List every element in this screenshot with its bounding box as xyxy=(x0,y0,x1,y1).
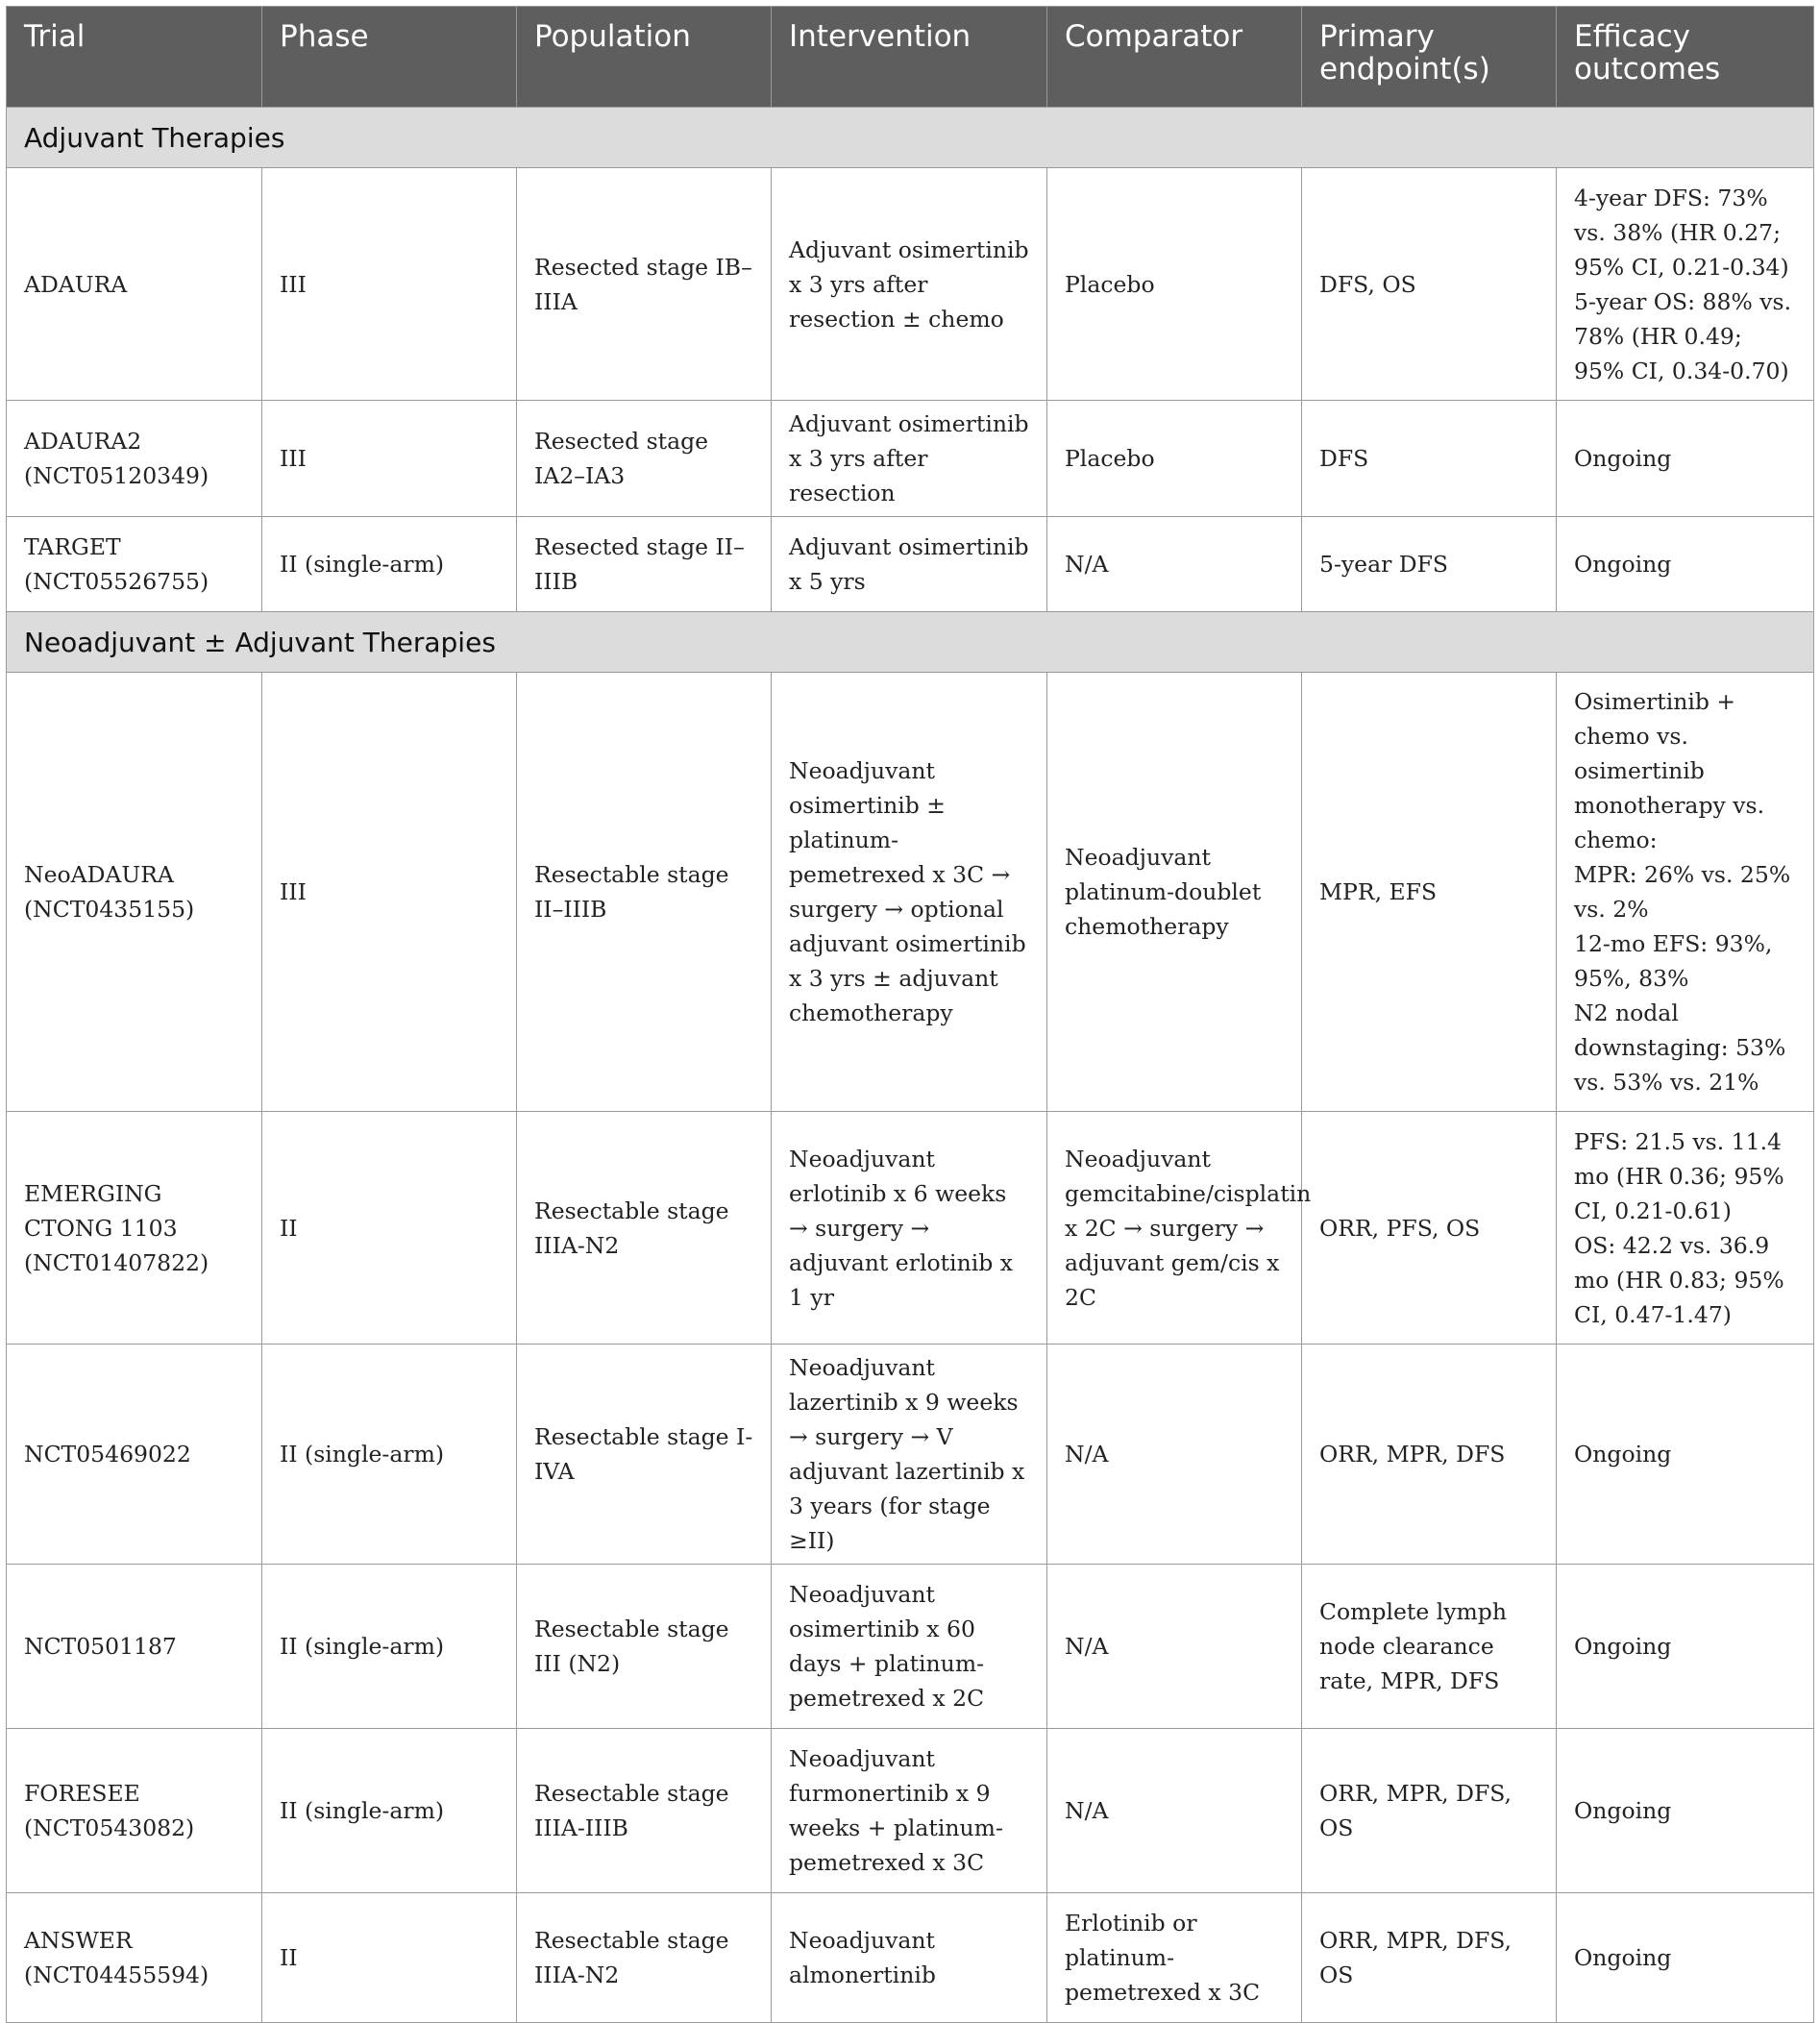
cell-primary-endpoints: ORR, MPR, DFS xyxy=(1302,1345,1557,1565)
cell-primary-endpoints: MPR, EFS xyxy=(1302,673,1557,1112)
table-row xyxy=(7,1893,1814,2023)
header-phase: Phase xyxy=(262,7,517,108)
cell-intervention: Adjuvant osimertinib x 5 yrs xyxy=(772,517,1047,612)
header-trial: Trial xyxy=(7,7,262,108)
cell-population: Resectable stage II–IIIB xyxy=(517,673,772,1112)
section-title: Neoadjuvant ± Adjuvant Therapies xyxy=(7,612,1814,673)
cell-phase: II (single-arm) xyxy=(262,1729,517,1893)
cell-comparator: Placebo xyxy=(1047,168,1302,401)
cell-trial: ADAURA xyxy=(7,168,262,401)
cell-primary-endpoints: Complete lymph node clearance rate, MPR, DFS xyxy=(1302,1565,1557,1729)
cell-intervention: Neoadjuvant lazertinib x 9 weeks → surgery → V adjuvant lazertinib x 3 years (for stage ≥II) xyxy=(772,1345,1047,1565)
table-row xyxy=(7,401,1814,517)
cell-trial: EMERGING CTONG 1103 (NCT01407822) xyxy=(7,1112,262,1345)
cell-phase: III xyxy=(262,673,517,1112)
cell-phase: II xyxy=(262,1112,517,1345)
cell-intervention: Neoadjuvant osimertinib ± platinum-pemetrexed x 3C → surgery → optional adjuvant osimertinib x 3 yrs ± adjuvant chemotherapy xyxy=(772,673,1047,1112)
cell-population: Resectable stage III (N2) xyxy=(517,1565,772,1729)
cell-phase: III xyxy=(262,401,517,517)
cell-comparator: N/A xyxy=(1047,517,1302,612)
cell-trial: NeoADAURA (NCT0435155) xyxy=(7,673,262,1112)
cell-intervention: Neoadjuvant osimertinib x 60 days + platinum-pemetrexed x 2C xyxy=(772,1565,1047,1729)
cell-efficacy-outcomes: Osimertinib + chemo vs. osimertinib monotherapy vs. chemo: MPR: 26% vs. 25% vs. 2% 12-mo EFS: 93%, 95%, 83% N2 nodal downstaging: 53% vs. 53% vs. 21% xyxy=(1557,673,1814,1112)
cell-trial: ANSWER (NCT04455594) xyxy=(7,1893,262,2023)
table-row xyxy=(7,1729,1814,1893)
cell-efficacy-outcomes: Ongoing xyxy=(1557,1893,1814,2023)
header-primary-endpoints: Primary endpoint(s) xyxy=(1302,7,1557,108)
cell-intervention: Adjuvant osimertinib x 3 yrs after resection xyxy=(772,401,1047,517)
cell-primary-endpoints: ORR, PFS, OS xyxy=(1302,1112,1557,1345)
cell-primary-endpoints: ORR, MPR, DFS, OS xyxy=(1302,1729,1557,1893)
cell-population: Resectable stage IIIA-N2 xyxy=(517,1893,772,2023)
cell-efficacy-outcomes: 4-year DFS: 73% vs. 38% (HR 0.27; 95% CI, 0.21-0.34) 5-year OS: 88% vs. 78% (HR 0.49; 95% CI, 0.34-0.70) xyxy=(1557,168,1814,401)
cell-population: Resectable stage I-IVA xyxy=(517,1345,772,1565)
cell-population: Resectable stage IIIA-N2 xyxy=(517,1112,772,1345)
header-row xyxy=(7,7,1814,108)
header-population: Population xyxy=(517,7,772,108)
cell-intervention: Adjuvant osimertinib x 3 yrs after resection ± chemo xyxy=(772,168,1047,401)
cell-efficacy-outcomes: Ongoing xyxy=(1557,517,1814,612)
section-row xyxy=(7,612,1814,673)
cell-phase: II (single-arm) xyxy=(262,1345,517,1565)
header-efficacy-outcomes: Efficacy outcomes xyxy=(1557,7,1814,108)
cell-trial: NCT05469022 xyxy=(7,1345,262,1565)
cell-comparator: N/A xyxy=(1047,1565,1302,1729)
table-row xyxy=(7,517,1814,612)
cell-population: Resected stage IA2–IA3 xyxy=(517,401,772,517)
cell-intervention: Neoadjuvant furmonertinib x 9 weeks + platinum-pemetrexed x 3C xyxy=(772,1729,1047,1893)
cell-primary-endpoints: ORR, MPR, DFS, OS xyxy=(1302,1893,1557,2023)
cell-phase: III xyxy=(262,168,517,401)
cell-trial: ADAURA2 (NCT05120349) xyxy=(7,401,262,517)
cell-phase: II (single-arm) xyxy=(262,517,517,612)
cell-comparator: Erlotinib or platinum-pemetrexed x 3C xyxy=(1047,1893,1302,2023)
cell-intervention: Neoadjuvant erlotinib x 6 weeks → surgery → adjuvant erlotinib x 1 yr xyxy=(772,1112,1047,1345)
cell-efficacy-outcomes: Ongoing xyxy=(1557,1729,1814,1893)
cell-comparator: Neoadjuvant gemcitabine/cisplatin x 2C → surgery → adjuvant gem/cis x 2C xyxy=(1047,1112,1302,1345)
table-row xyxy=(7,1565,1814,1729)
cell-primary-endpoints: DFS xyxy=(1302,401,1557,517)
trials-table xyxy=(6,6,1814,2023)
section-row xyxy=(7,108,1814,168)
cell-trial: FORESEE (NCT0543082) xyxy=(7,1729,262,1893)
cell-trial: NCT0501187 xyxy=(7,1565,262,1729)
header-intervention: Intervention xyxy=(772,7,1047,108)
section-title: Adjuvant Therapies xyxy=(7,108,1814,168)
cell-efficacy-outcomes: Ongoing xyxy=(1557,1345,1814,1565)
cell-population: Resected stage II–IIIB xyxy=(517,517,772,612)
header-comparator: Comparator xyxy=(1047,7,1302,108)
table-row xyxy=(7,168,1814,401)
table-row xyxy=(7,1345,1814,1565)
cell-phase: II xyxy=(262,1893,517,2023)
cell-efficacy-outcomes: PFS: 21.5 vs. 11.4 mo (HR 0.36; 95% CI, 0.21-0.61) OS: 42.2 vs. 36.9 mo (HR 0.83; 95% CI, 0.47-1.47) xyxy=(1557,1112,1814,1345)
cell-population: Resected stage IB–IIIA xyxy=(517,168,772,401)
cell-population: Resectable stage IIIA-IIIB xyxy=(517,1729,772,1893)
cell-primary-endpoints: DFS, OS xyxy=(1302,168,1557,401)
cell-phase: II (single-arm) xyxy=(262,1565,517,1729)
cell-comparator: Placebo xyxy=(1047,401,1302,517)
cell-intervention: Neoadjuvant almonertinib xyxy=(772,1893,1047,2023)
cell-primary-endpoints: 5-year DFS xyxy=(1302,517,1557,612)
cell-comparator: N/A xyxy=(1047,1729,1302,1893)
cell-trial: TARGET (NCT05526755) xyxy=(7,517,262,612)
table-row xyxy=(7,1112,1814,1345)
table-row xyxy=(7,673,1814,1112)
cell-comparator: Neoadjuvant platinum-doublet chemotherapy xyxy=(1047,673,1302,1112)
cell-efficacy-outcomes: Ongoing xyxy=(1557,401,1814,517)
cell-comparator: N/A xyxy=(1047,1345,1302,1565)
cell-efficacy-outcomes: Ongoing xyxy=(1557,1565,1814,1729)
